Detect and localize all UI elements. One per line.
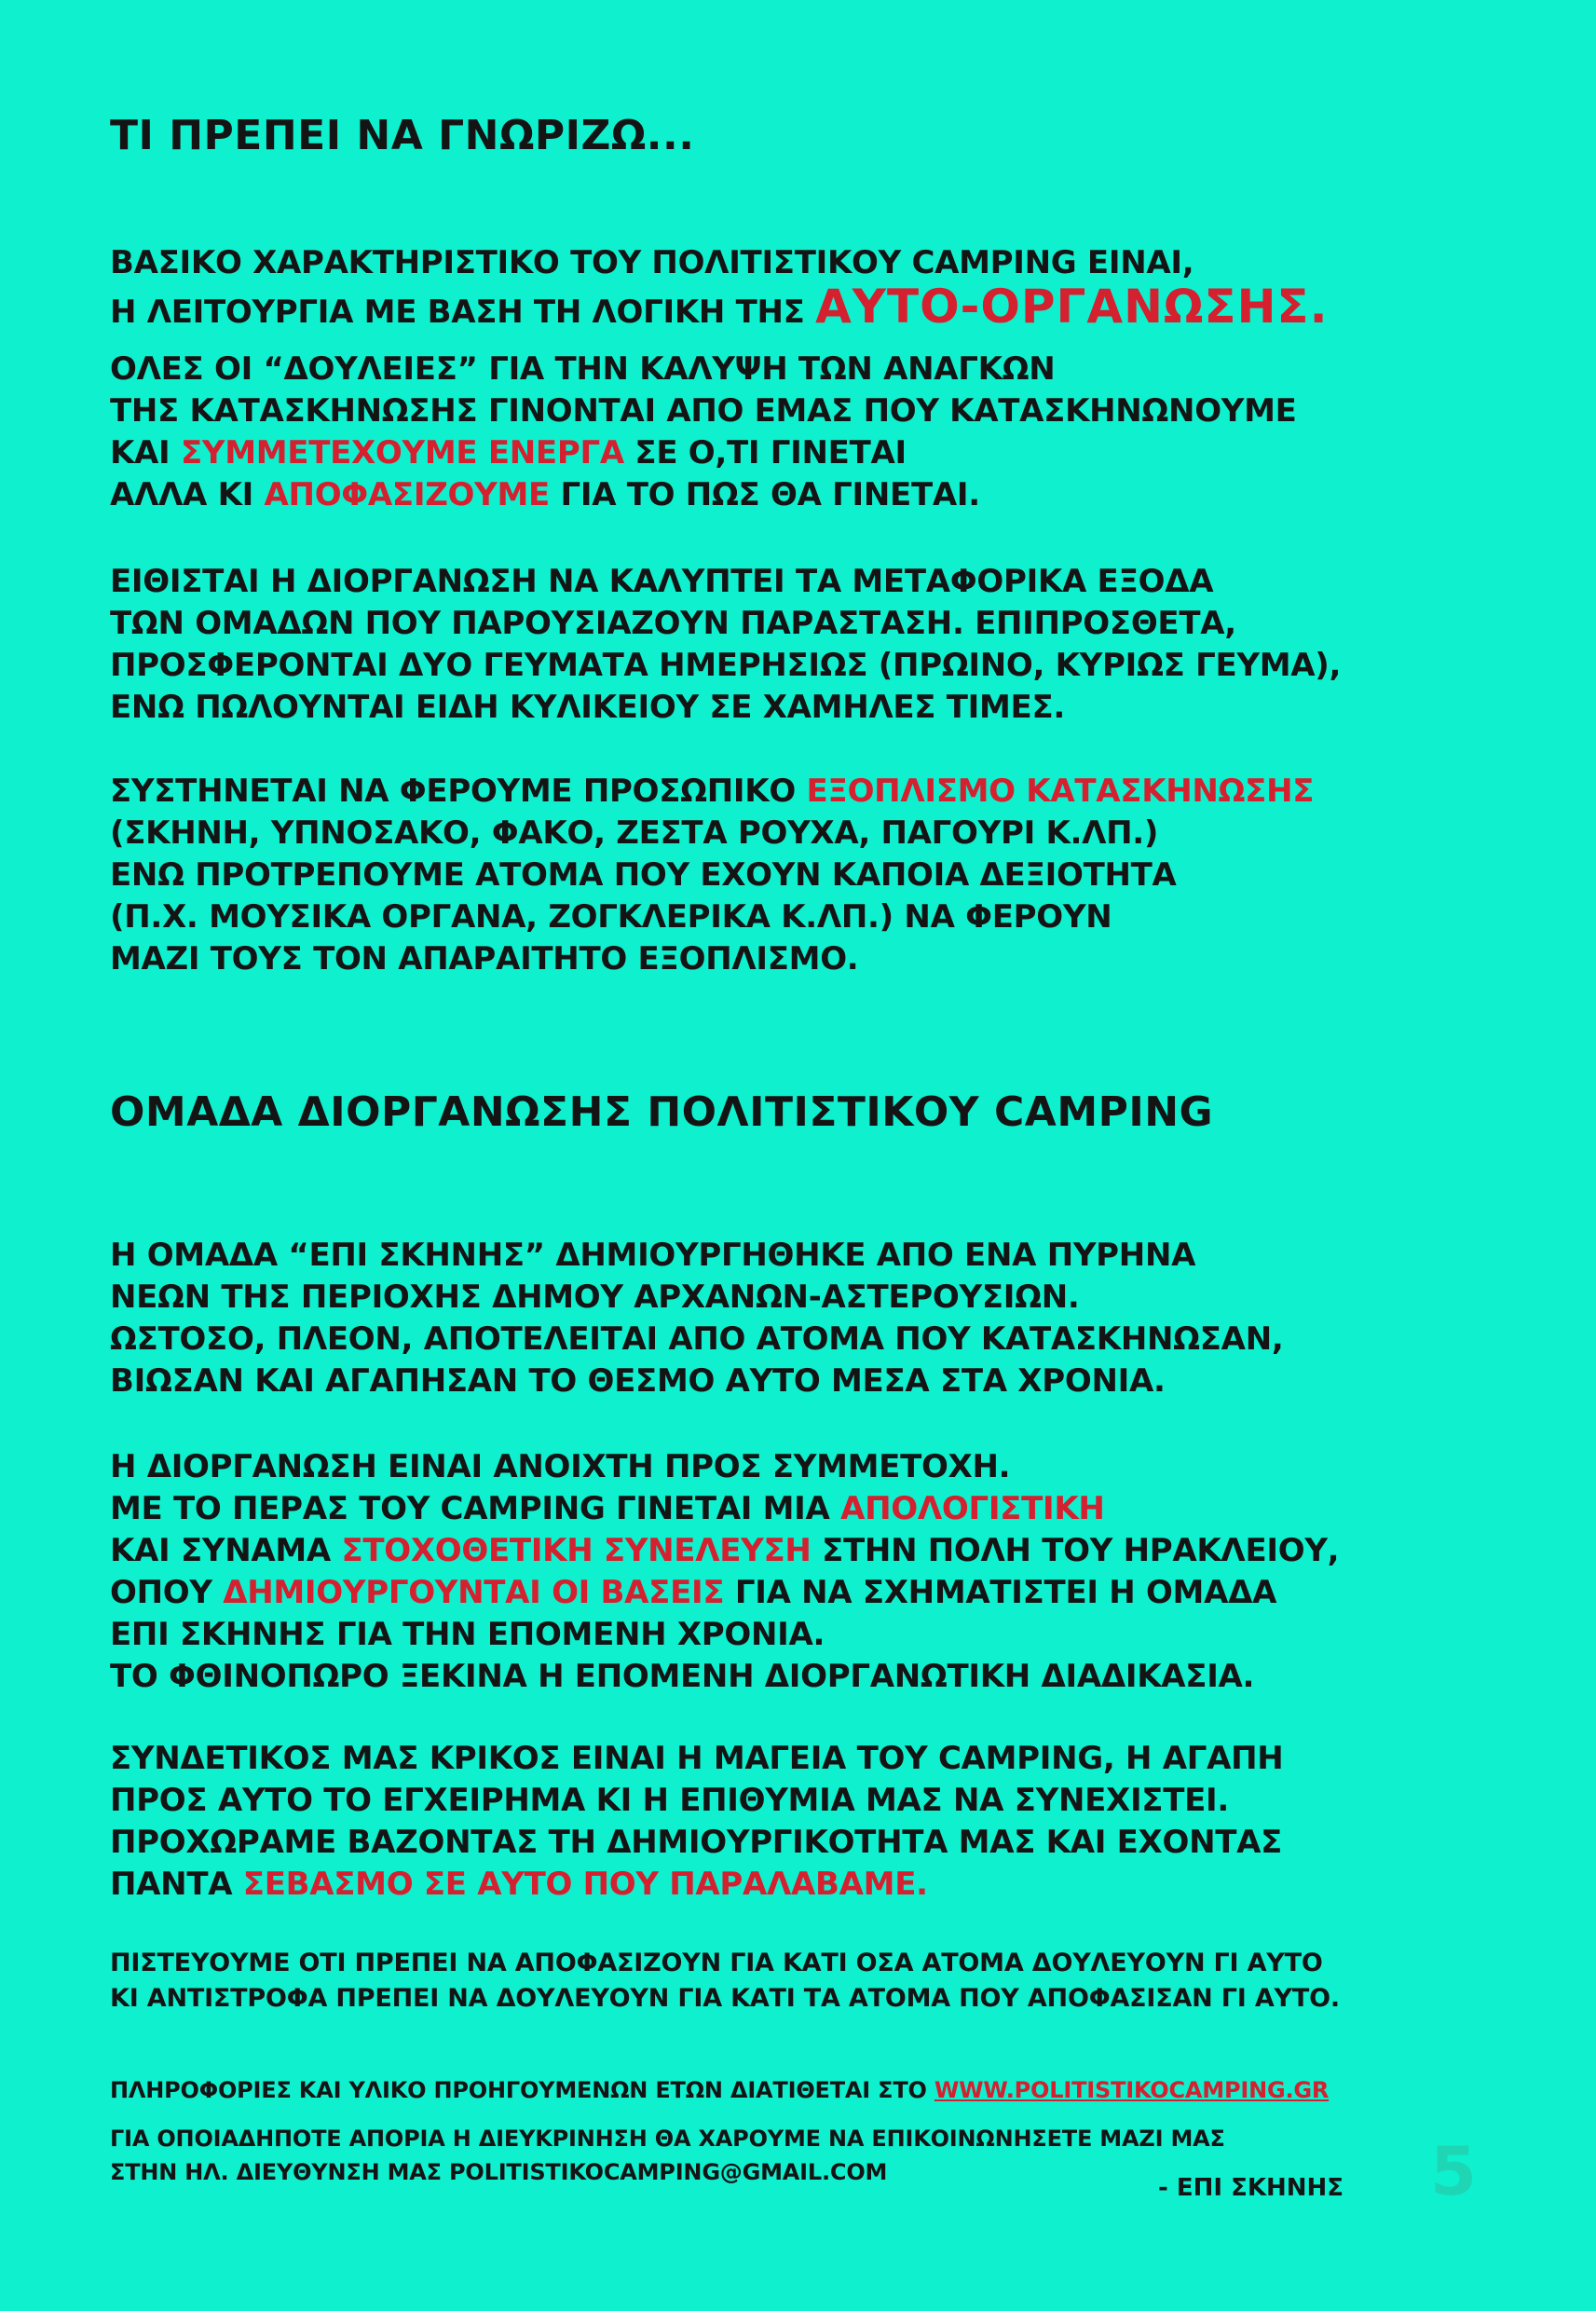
team-line-1: Η ΟΜΑΔΑ “ΕΠΙ ΣΚΗΝΗΣ” ΔΗΜΙΟΥΡΓΗΘΗΚΕ ΑΠΟ ΕΝΑ ΠΥΡΗΝΑ	[110, 1237, 1196, 1274]
belief-line-2: ΚΙ ΑΝΤΙΣΤΡΟΦΑ ΠΡΕΠΕΙ ΝΑ ΔΟΥΛΕΥΟΥΝ ΓΙΑ ΚΑΤΙ ΤΑ ΑΤΟΜΑ ΠΟΥ ΑΠΟΦΑΣΙΣΑΝ ΓΙ ΑΥΤΟ.	[110, 1984, 1340, 2013]
camping-equipment-highlight: ΕΞΟΠΛΙΣΜΟ ΚΑΤΑΣΚΗΝΩΣΗΣ	[806, 773, 1315, 810]
tasks-line-1: ΟΛΕΣ ΟΙ “ΔΟΥΛΕΙΕΣ” ΓΙΑ ΤΗΝ ΚΑΛΥΨΗ ΤΩΝ ΑΝΑΓΚΩΝ	[110, 350, 1056, 388]
team-line-4: ΒΙΩΣΑΝ ΚΑΙ ΑΓΑΠΗΣΑΝ ΤΟ ΘΕΣΜΟ ΑΥΤΟ ΜΕΣΑ ΣΤΑ ΧΡΟΝΙΑ.	[110, 1362, 1166, 1400]
team-line-2: ΝΕΩΝ ΤΗΣ ΠΕΡΙΟΧΗΣ ΔΗΜΟΥ ΑΡΧΑΝΩΝ-ΑΣΤΕΡΟΥΣΙΩΝ.	[110, 1279, 1080, 1316]
participation-text: ΣΤΗΝ ΠΟΛΗ ΤΟΥ ΗΡΑΚΛΕΙΟΥ,	[811, 1532, 1340, 1569]
bond-line-1: ΣΥΝΔΕΤΙΚΟΣ ΜΑΣ ΚΡΙΚΟΣ ΕΙΝΑΙ Η ΜΑΓΕΙΑ ΤΟΥ CAMPING, Η ΑΓΑΠΗ	[110, 1740, 1284, 1777]
tasks-line-2: ΤΗΣ ΚΑΤΑΣΚΗΝΩΣΗΣ ΓΙΝΟΝΤΑΙ ΑΠΟ ΕΜΑΣ ΠΟΥ ΚΑΤΑΣΚΗΝΩΝΟΥΜΕ	[110, 392, 1297, 430]
intro-line-2	[110, 280, 1329, 335]
heading-what-to-know: ΤΙ ΠΡΕΠΕΙ ΝΑ ΓΝΩΡΙΖΩ...	[110, 112, 695, 159]
contact-line-1: ΓΙΑ ΟΠΟΙΑΔΗΠΟΤΕ ΑΠΟΡΙΑ Η ΔΙΕΥΚΡΙΝΗΣΗ ΘΑ ΧΑΡΟΥΜΕ ΝΑ ΕΠΙΚΟΙΝΩΝΗΣΕΤΕ ΜΑΖΙ ΜΑΣ	[110, 2126, 1225, 2152]
participation-text: ΚΑΙ ΣΥΝΑΜΑ	[110, 1532, 342, 1569]
equipment-paragraph	[110, 771, 1314, 980]
intro-paragraph	[110, 242, 1329, 335]
bond-line-2: ΠΡΟΣ ΑΥΤΟ ΤΟ ΕΓΧΕΙΡΗΜΑ ΚΙ Η ΕΠΙΘΥΜΙΑ ΜΑΣ ΝΑ ΣΥΝΕΧΙΣΤΕΙ.	[110, 1782, 1230, 1819]
bond-text: ΠΑΝΤΑ	[110, 1866, 243, 1903]
belief-paragraph	[110, 1946, 1340, 2017]
tasks-paragraph	[110, 349, 1297, 516]
participation-text: ΓΙΑ ΝΑ ΣΧΗΜΑΤΙΣΤΕΙ Η ΟΜΑΔΑ	[724, 1574, 1277, 1611]
tasks-text: ΑΛΛΑ ΚΙ	[110, 476, 265, 513]
equipment-line-3: ΕΝΩ ΠΡΟΤΡΕΠΟΥΜΕ ΑΤΟΜΑ ΠΟΥ ΕΧΟΥΝ ΚΑΠΟΙΑ ΔΕΞΙΟΤΗΤΑ	[110, 856, 1177, 894]
info-line-text	[110, 2073, 1329, 2107]
equipment-text: ΣΥΣΤΗΝΕΤΑΙ ΝΑ ΦΕΡΟΥΜΕ ΠΡΟΣΩΠΙΚΟ	[110, 773, 807, 810]
intro-line-1: ΒΑΣΙΚΟ ΧΑΡΑΚΤΗΡΙΣΤΙΚΟ ΤΟΥ ΠΟΛΙΤΙΣΤΙΚΟΥ CAMPING ΕΙΝΑΙ,	[110, 244, 1194, 281]
tasks-line-4	[110, 474, 1297, 516]
contact-line-2: ΣΤΗΝ ΗΛ. ΔΙΕΥΘΥΝΣΗ ΜΑΣ POLITISTIKOCAMPING@GMAIL.COM	[110, 2159, 888, 2185]
tasks-text: ΚΑΙ	[110, 434, 181, 472]
costs-line-1: ΕΙΘΙΣΤΑΙ Η ΔΙΟΡΓΑΝΩΣΗ ΝΑ ΚΑΛΥΠΤΕΙ ΤΑ ΜΕΤΑΦΟΡΙΚΑ ΕΞΟΔΑ	[110, 563, 1214, 600]
heading-organizing-team: ΟΜΑΔΑ ΔΙΟΡΓΑΝΩΣΗΣ ΠΟΛΙΤΙΣΤΙΚΟΥ CAMPING	[110, 1088, 1214, 1136]
participation-text: ΟΠΟΥ	[110, 1574, 224, 1611]
contact-paragraph	[110, 2122, 1225, 2189]
assembly-highlight: ΣΤΟΧΟΘΕΤΙΚΗ ΣΥΝΕΛΕΥΣΗ	[341, 1532, 812, 1569]
participation-line-3	[110, 1530, 1339, 1572]
tasks-text: ΣΕ Ο,ΤΙ ΓΙΝΕΤΑΙ	[623, 434, 907, 472]
costs-paragraph	[110, 561, 1341, 729]
participation-line-2	[110, 1488, 1339, 1530]
review-highlight: ΑΠΟΛΟΓΙΣΤΙΚΗ	[840, 1490, 1105, 1527]
bond-paragraph	[110, 1738, 1283, 1906]
equipment-line-1	[110, 771, 1314, 813]
participation-line-6: ΤΟ ΦΘΙΝΟΠΩΡΟ ΞΕΚΙΝΑ Η ΕΠΟΜΕΝΗ ΔΙΟΡΓΑΝΩΤΙΚΗ ΔΙΑΔΙΚΑΣΙΑ.	[110, 1658, 1255, 1695]
equipment-line-2: (ΣΚΗΝΗ, ΥΠΝΟΣΑΚΟ, ΦΑΚΟ, ΖΕΣΤΑ ΡΟΥΧΑ, ΠΑΓΟΥΡΙ Κ.ΛΠ.)	[110, 814, 1159, 852]
signature: - ΕΠΙ ΣΚΗΝΗΣ	[1158, 2174, 1344, 2202]
page-number: 5	[1430, 2132, 1478, 2210]
tasks-text: ΓΙΑ ΤΟ ΠΩΣ ΘΑ ΓΙΝΕΤΑΙ.	[549, 476, 980, 513]
participation-line-4	[110, 1572, 1339, 1614]
self-organization-highlight: ΑΥΤΟ-ΟΡΓΑΝΩΣΗΣ.	[815, 280, 1329, 334]
foundations-highlight: ΔΗΜΙΟΥΡΓΟΥΝΤΑΙ ΟΙ ΒΑΣΕΙΣ	[223, 1574, 725, 1611]
bond-line-3: ΠΡΟΧΩΡΑΜΕ ΒΑΖΟΝΤΑΣ ΤΗ ΔΗΜΙΟΥΡΓΙΚΟΤΗΤΑ ΜΑΣ ΚΑΙ ΕΧΟΝΤΑΣ	[110, 1824, 1283, 1861]
respect-highlight: ΣΕΒΑΣΜΟ ΣΕ ΑΥΤΟ ΠΟΥ ΠΑΡΑΛΑΒΑΜΕ.	[242, 1866, 928, 1903]
info-line	[110, 2073, 1329, 2107]
team-paragraph	[110, 1235, 1283, 1402]
participation-paragraph	[110, 1446, 1339, 1698]
participation-line-1: Η ΔΙΟΡΓΑΝΩΣΗ ΕΙΝΑΙ ΑΝΟΙΧΤΗ ΠΡΟΣ ΣΥΜΜΕΤΟΧΗ.	[110, 1448, 1011, 1485]
participation-text: ΜΕ ΤΟ ΠΕΡΑΣ ΤΟΥ CAMPING ΓΙΝΕΤΑΙ ΜΙΑ	[110, 1490, 841, 1527]
team-line-3: ΩΣΤΟΣΟ, ΠΛΕΟΝ, ΑΠΟΤΕΛΕΙΤΑΙ ΑΠΟ ΑΤΟΜΑ ΠΟΥ ΚΑΤΑΣΚΗΝΩΣΑΝ,	[110, 1320, 1284, 1358]
info-text: ΠΛΗΡΟΦΟΡΙΕΣ ΚΑΙ ΥΛΙΚΟ ΠΡΟΗΓΟΥΜΕΝΩΝ ΕΤΩΝ ΔΙΑΤΙΘΕΤΑΙ ΣΤΟ	[110, 2077, 934, 2103]
website-link[interactable]: WWW.POLITISTIKOCAMPING.GR	[934, 2077, 1330, 2103]
bond-line-4	[110, 1864, 1283, 1906]
tasks-line-3	[110, 432, 1297, 474]
costs-line-4: ΕΝΩ ΠΩΛΟΥΝΤΑΙ ΕΙΔΗ ΚΥΛΙΚΕΙΟΥ ΣΕ ΧΑΜΗΛΕΣ ΤΙΜΕΣ.	[110, 689, 1066, 726]
intro-text: Η ΛΕΙΤΟΥΡΓΙΑ ΜΕ ΒΑΣΗ ΤΗ ΛΟΓΙΚΗ ΤΗΣ	[110, 294, 816, 331]
equipment-line-5: ΜΑΖΙ ΤΟΥΣ ΤΟΝ ΑΠΑΡΑΙΤΗΤΟ ΕΞΟΠΛΙΣΜΟ.	[110, 940, 859, 978]
participation-line-5: ΕΠΙ ΣΚΗΝΗΣ ΓΙΑ ΤΗΝ ΕΠΟΜΕΝΗ ΧΡΟΝΙΑ.	[110, 1616, 825, 1653]
costs-line-3: ΠΡΟΣΦΕΡΟΝΤΑΙ ΔΥΟ ΓΕΥΜΑΤΑ ΗΜΕΡΗΣΙΩΣ (ΠΡΩΙΝΟ, ΚΥΡΙΩΣ ΓΕΥΜΑ),	[110, 647, 1342, 684]
participate-highlight: ΣΥΜΜΕΤΕΧΟΥΜΕ ΕΝΕΡΓΑ	[180, 434, 624, 472]
costs-line-2: ΤΩΝ ΟΜΑΔΩΝ ΠΟΥ ΠΑΡΟΥΣΙΑΖΟΥΝ ΠΑΡΑΣΤΑΣΗ. ΕΠΙΠΡΟΣΘΕΤΑ,	[110, 605, 1236, 642]
belief-line-1: ΠΙΣΤΕΥΟΥΜΕ ΟΤΙ ΠΡΕΠΕΙ ΝΑ ΑΠΟΦΑΣΙΖΟΥΝ ΓΙΑ ΚΑΤΙ ΟΣΑ ΑΤΟΜΑ ΔΟΥΛΕΥΟΥΝ ΓΙ ΑΥΤΟ	[110, 1949, 1323, 1977]
decide-highlight: ΑΠΟΦΑΣΙΖΟΥΜΕ	[264, 476, 550, 513]
equipment-line-4: (Π.Χ. ΜΟΥΣΙΚΑ ΟΡΓΑΝΑ, ΖΟΓΚΛΕΡΙΚΑ Κ.ΛΠ.) ΝΑ ΦΕΡΟΥΝ	[110, 898, 1112, 936]
